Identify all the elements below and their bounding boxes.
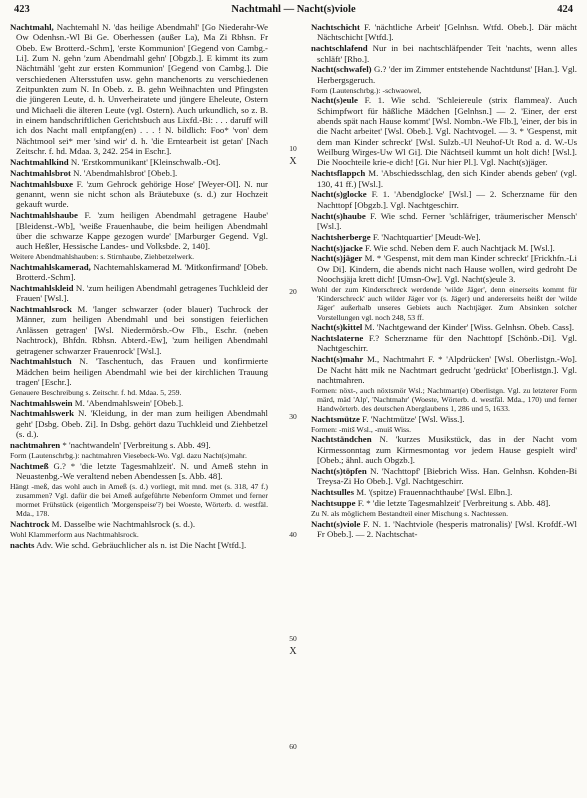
- dictionary-entry: [311, 22, 577, 43]
- entry-text: M., Nachtmahrt F. * 'Alpdrücken' [Wsl. Oberlistgn.-Wo]. De Nacht hätt mik ne Nachtmart gedrucht 'gedrückt' [Oberlistgn.]. Vgl. nachtmahren.: [317, 354, 577, 385]
- dictionary-entry: [311, 414, 577, 424]
- dictionary-entry: [10, 157, 268, 167]
- page-header: [14, 4, 573, 20]
- entry-text: F. Wie schd. Neben dem F. auch Nachtjack M. [Wsl.].: [365, 242, 555, 253]
- dictionary-entry: [311, 232, 577, 242]
- entry-headword: Nachtschicht: [311, 22, 360, 32]
- entry-note: [10, 252, 268, 261]
- entry-text: N. 'Nachttopf' [Biebrich Wiss. Han. Gelnhsn. Kohden-Bi Treysa-Zi Ho Obeb.]. Vgl. Nachtgeschirr.: [317, 466, 578, 487]
- entry-text: Nachtemahlskamerad M. 'Mitkonfirmand' [Obeb. Brotterd.-Schm].: [16, 261, 268, 283]
- entry-text: M. * 'Gespenst, mit dem man Kinder schreckt' [Frickhfn.-Li Ow Di]. Kindern, die abends nicht nach Hause wollen, wird gedroht De Noochsjäja krett dich! [Umsn-Ow]. Vgl. Nacht(s)eule 3.: [317, 253, 578, 285]
- entry-text: N. 'zum heiligen Abendmahl getragenes Tuchkleid der Frauen' [Wsl.].: [16, 282, 268, 304]
- entry-note: [10, 482, 268, 519]
- entry-headword: Nachtsuppe: [311, 498, 356, 509]
- entry-text: M. 'Abendmahlswein' [Obeb.].: [74, 397, 184, 408]
- entry-text: F. 'zum heiligen Abendmahl getragene Haube' [Bleidenst.-Wb], 'weiße Frauenhaube, die beim heiligen Abendmahl über die schwarze Kappe gezogen wurde' [Marburger Gegend. Vgl. auch Heßler, Hessische Landes- und Volksbde. 2, 140].: [16, 210, 268, 252]
- dictionary-entry: [311, 333, 577, 354]
- dictionary-entry: [311, 434, 577, 465]
- line-number: 60: [289, 742, 297, 751]
- dictionary-entry: [311, 519, 577, 540]
- dictionary-entry: [311, 466, 577, 487]
- entry-headword: Nacht(s)haube: [311, 210, 366, 221]
- entry-text: Wohl der zum Kinderschreck werdende 'wilde Jäger', denn einerseits kommt für 'Kinderschreck' auch wilder Jäger vor (s. Jäger) und andererseits heißt der 'wilde Jäger' außerhalb unseres Gebiets auch Nachtjäger. Zum Absinken solcher Vorstellungen vgl. noch 248, 53 ff.: [311, 284, 577, 322]
- entry-text: M. 'Nachtgewand der Kinder' [Wiss. Gelnhsn. Obeb. Cass].: [364, 322, 575, 333]
- entry-note: [311, 386, 577, 414]
- entry-note: [311, 509, 577, 518]
- dictionary-entry: [311, 95, 577, 167]
- dictionary-entry: [10, 519, 268, 529]
- entry-text: Nachtemahl N. 'das heilige Abendmahl' [Go Niederahr-We Ow Odenhsn.-Wl Bi Ge. Oberhessen (außer La), Ma Zi Rbhsn. Fr Obeb. Ew Brotterd.-Schm], 'erste Kommunion' [Gegend von Cambg.-Li]. Zum N. gehn 'zum Abendmahl gehn' [Obgzb.]. E kimmt its zum Nächtmähl 'geht zur ersten Kommunion' [Gegend von Cambg.]. Die verschiedenen Altersstufen usw. gehn manchenorts zu verschiedenen Zeitpunkten zum N. In Obeb. z. B. gehn Weihnachten und Pfingsten die jüngeren Leute, d. h. Unverheiratete und jüngere Eheleute, Ostern und Michaeli die älteren Leute (vgl. Ostern). Auch urkundlich, so z. B. in einem handschriftlichen Gerichtsbuch aus Lixfd.-Bi: . . . daruff will ich dos Nacht mall entpfang(en) . . . ! N. bildlich: Foo* 'von' dem Nächtmool sei* mer 'sind wir' d. h. 'die Erntearbeit ist getan' [Nach Zeitschr. f. hd. Mdaa. 3, 242. 254 in Eschr.].: [16, 22, 268, 157]
- entry-headword: Nachtmahlstuch: [10, 356, 72, 367]
- entry-text: M. Dasselbe wie Nachtmahlsrock (s. d.).: [51, 519, 196, 530]
- entry-headword: Nacht(s)kittel: [311, 322, 363, 333]
- entry-text: N. 'Taschentuch, das Frauen und konfirmierte Mädchen beim heiligen Abendmahl wie bei der kirchlichen Trauung tragen' [Eschr.].: [16, 356, 268, 388]
- line-number: 20: [289, 287, 297, 296]
- entry-headword: nachtschlafend: [311, 43, 368, 54]
- right-page-number: 424: [557, 4, 573, 15]
- entry-text: Form (Lautenschrbg.): nachtmahren Viesebeck-Wo. Vgl. dazu Nacht(s)mahr.: [10, 450, 247, 460]
- cross-mark: X: [289, 156, 297, 167]
- entry-text: F. 1. Wie schd. 'Schleiereule (strix flammea)'. Auch Schimpfwort für häßliche Mädchen [Gelnhsn.] — 2. 'Einer, der erst abends spät nach Hause kommt' [Wsl. Nombn.-We Flb.], 'einer, der bis in die Nacht arbeitet' [Wsl. Obeb.]. Vgl. Nachtvogel. — 3. * 'Gespenst, mit dem man Kinder schreckt' [Wsl. Sulzb.-Ul Neuhof-Ut Rod a. d. W.-Us Weilburg Wirges-Uw Wl Gi]. Die Nächtseil kummt un holt dich! [Wsl.]. Die Noochteile krie-e dich! [Gi. Nur hier Pl.]. Vgl. Nacht(s)jäger.: [317, 95, 577, 168]
- cross-mark: X: [289, 646, 297, 657]
- entry-headword: Nachtständchen: [311, 434, 372, 445]
- entry-text: F. 'zum Gehrock gehörige Hose' [Weyer-Ol]. N. nur genannt, wenn sie nicht schon als Bräutebuxe (s. d.) zur Hochzeit gekauft wurde.: [16, 178, 268, 210]
- left-column: [10, 22, 268, 550]
- entry-headword: Nachtmahlswerk: [10, 408, 75, 419]
- dictionary-entry: [311, 243, 577, 253]
- entry-text: Genauere Beschreibung s. Zeitschr. f. hd. Mdaa. 5, 259.: [10, 387, 182, 397]
- entry-headword: Nachtmeß: [10, 460, 49, 471]
- entry-headword: Nachtmahlswein: [10, 397, 73, 408]
- entry-text: M. 'Abschiedsschlag, den sich Kinder abends geben' (vgl. 130, 41 ff.) [Wsl.].: [317, 168, 577, 189]
- dictionary-entry: [311, 168, 577, 189]
- entry-headword: Nachtmahlskleid: [10, 282, 74, 293]
- entry-headword: Nachtmahlskamerad,: [10, 261, 91, 272]
- entry-text: Wohl Klammerform aus Nachtmahlsrock.: [10, 529, 139, 539]
- line-number: 50: [289, 634, 297, 643]
- entry-headword: Nachtslaterne: [311, 333, 364, 344]
- dictionary-entry: [10, 540, 268, 550]
- entry-headword: Nacht(s)töpfen: [311, 466, 367, 477]
- entry-text: N. 'Kleidung, in der man zum heiligen Abendmahl geht' [Dsbg. Obeb. Zi]. In Dsbg. gehört dazu Tuchkleid und Ziehbetzel (s. d.).: [16, 408, 268, 440]
- dictionary-entry: [311, 189, 577, 210]
- dictionary-entry: [311, 498, 577, 508]
- dictionary-entry: [311, 322, 577, 332]
- dictionary-entry: [10, 461, 268, 482]
- dictionary-entry: [311, 43, 577, 64]
- entry-note: [10, 451, 268, 460]
- entry-text: G.? 'der im Zimmer entstehende Nachtdunst' [Han.]. Vgl. Herbergsgeruch.: [317, 64, 577, 85]
- entry-text: N. 'Erstkommunikant' [Kleinschwalb.-Ot].: [70, 156, 221, 167]
- entry-text: N. 'Abendmahlsbrot' [Obeb.].: [73, 167, 178, 178]
- entry-text: M. '(spitze) Frauennachthaube' [Wsl. Elbn.].: [356, 487, 513, 498]
- dictionary-entry: [10, 283, 268, 304]
- entry-text: F. 'Nachtquartier' [Meudt-We].: [372, 231, 481, 242]
- entry-headword: Nacht(s)viole: [311, 518, 361, 529]
- entry-headword: Nacht(schwafel): [311, 64, 372, 75]
- dictionary-entry: [10, 210, 268, 251]
- entry-note: [311, 285, 577, 322]
- dictionary-entry: [10, 179, 268, 210]
- entry-headword: Nachtmahlsrock: [10, 304, 72, 315]
- running-title: Nachtmahl — Nacht(s)viole: [231, 4, 356, 15]
- dictionary-entry: [10, 398, 268, 408]
- entry-text: F. 1. 'Abendglocke' [Wsl.] — 2. Scherzname für den Nachttopf [Obgzb.]. Vgl. Nachtgeschirr.: [317, 189, 577, 210]
- entry-text: * 'nachtwandeln' [Verbreitung s. Abb. 49].: [62, 439, 211, 450]
- entry-headword: nachtmahren: [10, 439, 61, 450]
- entry-headword: Nachtmahlkind: [10, 156, 69, 167]
- line-number: 40: [289, 530, 297, 539]
- entry-headword: Nachtmahlsbuxe: [10, 178, 74, 189]
- entry-text: F.? Scherzname für den Nachttopf [Schönb.-Di]. Vgl. Nachtgeschirr.: [317, 333, 577, 354]
- entry-headword: Nachtsulles: [311, 487, 355, 498]
- right-column: [311, 22, 577, 540]
- entry-text: Nur in bei nachtschläfpender Teit 'nachts, wenn alles schläft' [Rho.].: [317, 43, 577, 64]
- entry-text: F. 'nächtliche Arbeit' [Gelnhsn. Wtfd. Obeb.]. Där mächt Nächtschicht [Wtfd.].: [317, 22, 577, 43]
- dictionary-entry: [311, 354, 577, 385]
- entry-headword: Nacht(s)eule: [311, 95, 358, 106]
- line-number: 30: [289, 412, 297, 421]
- entry-text: G.? * 'die letzte Tagesmahlzeit'. N. und Ameß stehn in Neuastenbg.-We veraltend neben Abendessen [s. Abb. 48].: [16, 460, 269, 481]
- dictionary-entry: [311, 487, 577, 497]
- entry-text: Weitere Abendmahlshauben: s. Stirnhaube, Ziehbetzelwerk.: [10, 252, 195, 262]
- dictionary-entry: [311, 64, 577, 85]
- entry-headword: nachts: [10, 539, 35, 550]
- entry-note: [10, 530, 268, 539]
- entry-text: Form (Lautenschrbg.): -schwaowel,: [311, 85, 422, 95]
- entry-text: Zu N. als möglichem Bestandteil einer Mischung s. Nachtessen.: [311, 508, 509, 518]
- entry-headword: Nachtsherberge: [311, 231, 371, 242]
- dictionary-entry: [10, 262, 268, 283]
- entry-headword: Nachtsflappch: [311, 168, 366, 179]
- entry-note: [10, 388, 268, 397]
- line-number: 10: [289, 144, 297, 153]
- dictionary-entry: [10, 168, 268, 178]
- entry-headword: Nachtsmütze: [311, 413, 360, 424]
- entry-text: Adv. Wie schd. Gebräuchlicher als n. ist Die Nacht [Wtfd.].: [36, 539, 247, 550]
- dictionary-entry: [10, 440, 268, 450]
- line-number-gutter: [286, 22, 300, 792]
- entry-headword: Nacht(s)jäger: [311, 253, 363, 264]
- entry-headword: Nachtmahlsbrot: [10, 167, 71, 178]
- entry-headword: Nachtrock: [10, 519, 50, 530]
- dictionary-entry: [311, 253, 577, 284]
- entry-text: Formen: nöxt-, auch nöxtsmör Wsl.; Nachtmart(e) Oberlistgn. Vgl. zu letzterer Form märd, mäd 'Alp', 'Nachtmahr' (Woeste, Wörterb. d. westfäl. Mda., 170) und ferner Handwörterb. des deutschen Aberglaubens 1, 286 und 5, 1633.: [311, 385, 577, 414]
- entry-text: N. 'kurzes Musikstück, das in der Nacht vom Kirmessonntag zum Kirmesmontag vor jedem Hause gespielt wird' [Obeb.; ähnl. auch Obgzb.].: [317, 434, 577, 466]
- entry-text: F. N. 1. 'Nachtviole (hesperis matronalis)' [Wsl. Krofdf.-Wl Fr Obeb.]. — 2. Nachtschat-: [317, 518, 577, 539]
- entry-text: Hängt -meß, das wohl auch in Ameß (s. d.) vorliegt, mit mnd. met (s. 318, 47 f.) zusammen? Vgl. dafür die bei Ameß aufgeführte Nebenform Ommet und ferner mormet Frühstück (eigentlich 'Morgenspeise'?) bei Woeste, Wörterb. d. westfäl. Mda., 178.: [10, 481, 268, 519]
- dictionary-entry: [10, 356, 268, 387]
- left-page-number: 423: [14, 4, 30, 15]
- dictionary-entry: [10, 304, 268, 356]
- dictionary-entry: [10, 22, 268, 156]
- entry-text: F. Wie schd. Ferner 'schläfriger, träumerischer Mensch' [Wsl.].: [317, 210, 577, 231]
- entry-text: Formen: -mitš Wsl., -muiš Wiss.: [311, 424, 411, 434]
- entry-headword: Nachtmahl,: [10, 22, 54, 32]
- entry-text: M. 'langer schwarzer (oder blauer) Tuchrock der Männer, zum heiligen Abendmahl und bei sonstigen feierlichen Anlässen getragen' [Wsl. Niedermörsb.-Ow Flb., Eschr. (neben Nachtrock), Bhfdn. Rbhsn. Abterd.-Ew], 'zum heiligen Abendmahl getragener schwarzer Frauenrock' [Wsl.].: [16, 304, 268, 356]
- entry-headword: Nacht(s)jacke: [311, 242, 363, 253]
- entry-headword: Nachtmahlshaube: [10, 210, 78, 221]
- dictionary-entry: [311, 211, 577, 232]
- entry-note: [311, 86, 577, 95]
- entry-headword: Nacht(s)glocke: [311, 189, 367, 200]
- entry-text: F. * 'die letzte Tagesmahlzeit' [Verbreitung s. Abb. 48].: [357, 498, 551, 509]
- entry-note: [311, 425, 577, 434]
- entry-headword: Nacht(s)mahr: [311, 354, 364, 365]
- entry-text: F. 'Nachtmütze' [Wsl. Wiss.].: [362, 413, 465, 424]
- dictionary-entry: [10, 408, 268, 439]
